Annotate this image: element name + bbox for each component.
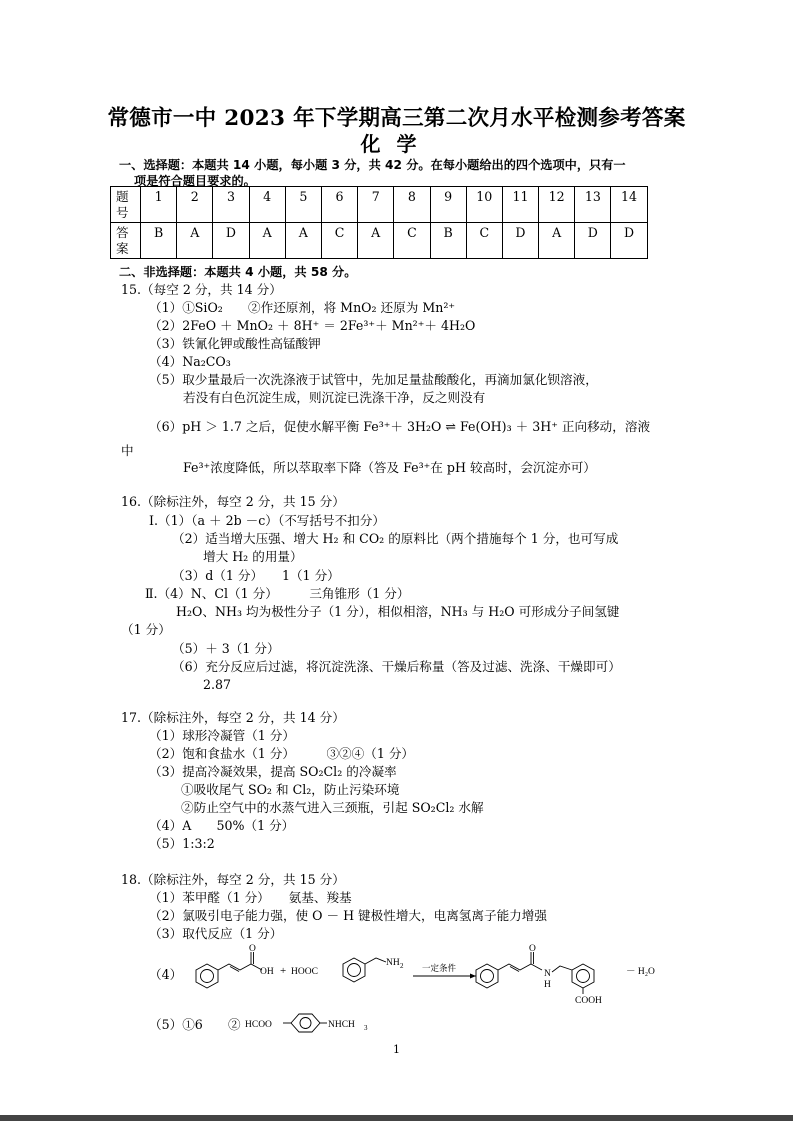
q15-header: 15.（每空 2 分，共 14 分） (121, 282, 282, 297)
q16-line: 增大 H₂ 的用量） (203, 549, 303, 564)
benzene-ring-5 (291, 1014, 320, 1032)
q18-item4-label: （4） (149, 967, 183, 982)
q15-line: （2）2FeO ＋ MnO₂ ＋ 8H⁺ ＝ 2Fe³⁺＋ Mn²⁺＋ 4H₂O (149, 318, 476, 333)
q15-line: Fe³⁺浓度降低，所以萃取率下降（答及 Fe³⁺在 pH 较高时，会沉淀亦可） (183, 460, 596, 475)
q-number: 4 (249, 187, 285, 223)
page-title: 常德市一中 2023 年下学期高三第二次月水平检测参考答案 (107, 106, 686, 131)
q16-line: Ⅰ.（1）（a ＋ 2b －c）（不写括号不扣分） (149, 513, 385, 528)
amino-subscript: 2 (400, 962, 404, 970)
q17-line: （3）提高冷凝效果，提高 SO₂Cl₂ 的冷凝率 (149, 764, 397, 779)
answer-cell: B (141, 223, 177, 259)
q-number: 1 (141, 187, 177, 223)
q-number: 12 (539, 187, 575, 223)
subject-title: 化学 (360, 132, 433, 156)
q-number: 5 (285, 187, 321, 223)
q-number: 10 (466, 187, 502, 223)
page-bottom-border (0, 1115, 793, 1121)
benzene-ring-4 (572, 964, 594, 988)
answer-cell: B (430, 223, 466, 259)
q-number: 9 (430, 187, 466, 223)
q18-line: （2）氯吸引电子能力强，使 O － H 键极性增大，电离氢离子能力增强 (149, 908, 547, 923)
q-number: 7 (358, 187, 394, 223)
q17-header: 17.（除标注外，每空 2 分，共 14 分） (121, 710, 345, 725)
benzene-ring-1 (196, 964, 218, 988)
section1-heading-line2: 项是符合题目要求的。 (134, 174, 256, 188)
section2-heading: 二、非选择题：本题共 4 小题，共 58 分。 (119, 265, 357, 279)
q15-line: （1）①SiO₂ ②作还原剂，将 MnO₂ 还原为 Mn²⁺ (149, 300, 456, 315)
q16-header: 16.（除标注外，每空 2 分，共 15 分） (121, 494, 345, 509)
q17-line: （5）1:3:2 (149, 836, 215, 851)
q15-line: （3）铁氰化钾或酸性高锰酸钾 (149, 336, 321, 351)
q-number: 13 (575, 187, 611, 223)
answer-cell: D (213, 223, 249, 259)
reaction-scheme (180, 944, 670, 1006)
amino-label: NH (386, 958, 400, 968)
methyl-subscript: 3 (364, 1024, 368, 1032)
answer-cell: D (611, 223, 647, 259)
hydroxyl-label: OH (260, 967, 274, 977)
answer-cell: A (249, 223, 285, 259)
q18-header: 18.（除标注外，每空 2 分，共 15 分） (121, 872, 345, 887)
answer-cell: D (502, 223, 538, 259)
water-loss-label: － H₂O (626, 967, 655, 977)
q17-line: ②防止空气中的水蒸气进入三颈瓶，引起 SO₂Cl₂ 水解 (181, 800, 484, 815)
q16-line: （3）d（1 分） 1（1 分） (172, 568, 340, 583)
q15-line: 若没有白色沉淀生成，则沉淀已洗涤干净，反之则没有 (183, 390, 486, 405)
answer-cell: C (466, 223, 502, 259)
answer-table (110, 186, 648, 259)
q17-line: ①吸收尾气 SO₂ 和 Cl₂，防止污染环境 (181, 782, 400, 797)
q15-line: （5）取少量最后一次洗涤液于试管中，先加足量盐酸酸化，再滴加氯化钡溶液， (149, 372, 598, 387)
carbonyl-o-1: O (249, 944, 256, 954)
answer-cell: A (177, 223, 213, 259)
reaction-condition: 一定条件 (422, 963, 457, 973)
cooh-label: COOH (575, 996, 602, 1006)
answer-cell: A (285, 223, 321, 259)
q15-line: （6）pH ＞ 1.7 之后，促使水解平衡 Fe³⁺＋ 3H₂O ⇌ Fe(OH)₃ ＋ 3H⁺ 正向移动，溶液 (149, 419, 651, 434)
amide-n-label: N (544, 969, 551, 979)
q17-line: （4）A 50%（1 分） (149, 818, 295, 833)
q16-line: （5）＋ 3（1 分） (172, 641, 280, 656)
q16-line: （2）适当增大压强、增大 H₂ 和 CO₂ 的原料比（两个措施每个 1 分，也可写成 (172, 531, 619, 546)
answer-cell: D (575, 223, 611, 259)
section1-heading-line1: 一、选择题：本题共 14 小题，每小题 3 分，共 42 分。在每小题给出的四个选项中，只有一 (119, 158, 626, 172)
benzene-ring-2 (343, 958, 365, 982)
q-number: 6 (321, 187, 357, 223)
q17-line: （1）球形冷凝管（1 分） (149, 728, 295, 743)
answer-cell: C (321, 223, 357, 259)
question-number-row (111, 187, 648, 223)
q-number: 8 (394, 187, 430, 223)
row-label-question: 题号 (111, 187, 141, 223)
q16-line: （1 分） (121, 622, 171, 637)
q-number: 14 (611, 187, 647, 223)
answer-cell: A (358, 223, 394, 259)
nhch3-label: NHCH (328, 1020, 355, 1030)
q-number: 3 (213, 187, 249, 223)
q16-line: H₂O、NH₃ 均为极性分子（1 分），相似相溶，NH₃ 与 H₂O 可形成分子间氢键 (176, 604, 620, 619)
q17-line: （2）饱和食盐水（1 分） ③②④（1 分） (149, 746, 415, 761)
q16-line: 2.87 (203, 677, 232, 692)
page-number: 1 (393, 1043, 400, 1056)
plus-sign: + (280, 965, 287, 977)
q-number: 2 (177, 187, 213, 223)
q18-line: （1）苯甲醛（1 分） 氨基、羧基 (149, 890, 352, 905)
q16-line: Ⅱ.（4）N、Cl（1 分） 三角锥形（1 分） (145, 586, 410, 601)
q15-line: （4）Na₂CO₃ (149, 354, 231, 369)
answer-cell: A (539, 223, 575, 259)
amide-h-label: H (544, 980, 551, 990)
hcoo-label: HCOO (245, 1020, 272, 1030)
carbonyl-o-2: O (529, 944, 536, 954)
benzene-ring-3 (476, 964, 498, 988)
q-number: 11 (502, 187, 538, 223)
q16-line: （6）充分反应后过滤，将沉淀洗涤、干燥后称量（答及过滤、洗涤、干燥即可） (172, 659, 621, 674)
answer-cell: C (394, 223, 430, 259)
answer-row (111, 223, 648, 259)
q18-line: （3）取代反应（1 分） (149, 926, 283, 941)
q18-item5-label: （5）①6 ② (149, 1017, 241, 1032)
isomer-structure (243, 1007, 383, 1041)
hooc-label: HOOC (291, 967, 318, 977)
row-label-answer: 答案 (111, 223, 141, 259)
q15-line: 中 (121, 443, 134, 458)
